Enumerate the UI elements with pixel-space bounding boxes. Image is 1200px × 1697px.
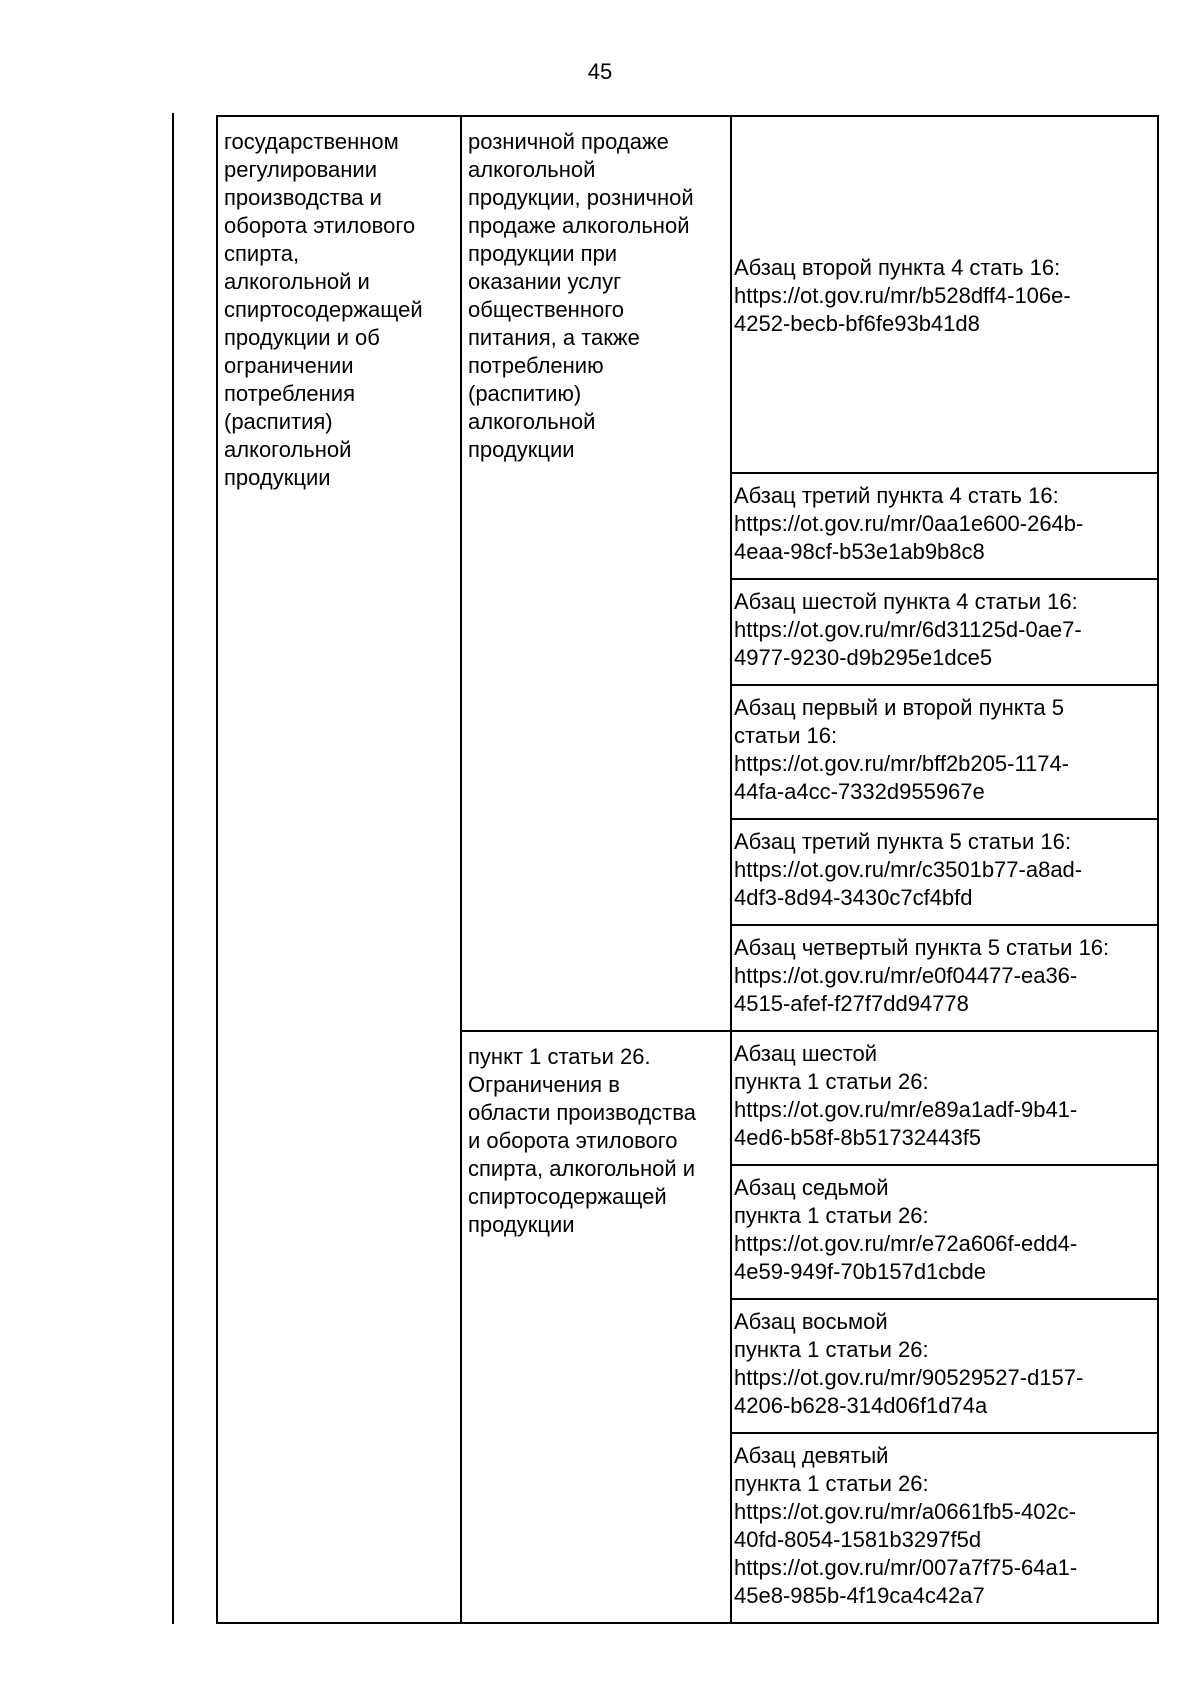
text-line: Абзац четвертый пункта 5 статьи 16: bbox=[734, 935, 1110, 960]
text-line: 40fd-8054-1581b3297f5d bbox=[734, 1527, 982, 1552]
text-line: https://ot.gov.ru/mr/bff2b205-1174- bbox=[734, 751, 1070, 776]
text-line: государственном bbox=[224, 129, 399, 154]
text-line: (распития) bbox=[224, 409, 333, 434]
text-line: и оборота этилового bbox=[468, 1128, 678, 1153]
text-line: алкогольной bbox=[468, 157, 596, 182]
text-line: общественного bbox=[468, 297, 624, 322]
text-line: https://ot.gov.ru/mr/b528dff4-106e- bbox=[734, 282, 1071, 308]
text-line: Абзац восьмой bbox=[734, 1309, 888, 1334]
text-line: https://ot.gov.ru/mr/0aa1e600-264b- bbox=[734, 511, 1084, 536]
table-cell-reference bbox=[731, 1299, 1158, 1433]
table-cell-reference bbox=[731, 579, 1158, 685]
text-line: пункта 1 статьи 26: bbox=[734, 1069, 929, 1094]
table-cell-reference bbox=[731, 819, 1158, 925]
text-line: Абзац второй пункта 4 стать 16: bbox=[734, 254, 1061, 280]
text-line: https://ot.gov.ru/mr/c3501b77-a8ad- bbox=[734, 857, 1083, 882]
text-line: оборота этилового bbox=[224, 213, 416, 238]
requirements-table bbox=[216, 115, 1159, 1624]
table-cell-reference bbox=[731, 1031, 1158, 1165]
text-line: оказании услуг bbox=[468, 269, 622, 294]
table-cell-section-article26 bbox=[461, 1031, 731, 1623]
text-line: спирта, алкогольной и bbox=[468, 1156, 696, 1181]
text-line: https://ot.gov.ru/mr/a0661fb5-402c- bbox=[734, 1499, 1076, 1524]
text-line: https://ot.gov.ru/mr/e0f04477-ea36- bbox=[734, 963, 1078, 988]
text-line: Ограничения в bbox=[468, 1072, 620, 1097]
table-cell-reference bbox=[731, 1433, 1158, 1623]
text-line: спиртосодержащей bbox=[224, 297, 423, 322]
text-line: 4515-afef-f27f7dd94778 bbox=[734, 991, 969, 1016]
table-cell-reference bbox=[731, 925, 1158, 1031]
text-line: статьи 16: bbox=[734, 723, 838, 748]
table-cell-reference bbox=[731, 1165, 1158, 1299]
text-line: продукции при bbox=[468, 241, 618, 266]
text-line: продукции, розничной bbox=[468, 185, 694, 210]
text-line: 4252-becb-bf6fe93b41d8 bbox=[734, 310, 980, 336]
text-line: пункта 1 статьи 26: bbox=[734, 1203, 929, 1228]
table-cell-section-retail bbox=[461, 116, 731, 1031]
text-line: https://ot.gov.ru/mr/e72a606f-edd4- bbox=[734, 1231, 1078, 1256]
text-line: 4df3-8d94-3430c7cf4bfd bbox=[734, 885, 973, 910]
text-line: 4977-9230-d9b295e1dce5 bbox=[734, 645, 993, 670]
text-line: Абзац седьмой bbox=[734, 1175, 889, 1200]
text-line: производства и bbox=[224, 185, 382, 210]
text-line: 4eaa-98cf-b53e1ab9b8c8 bbox=[734, 539, 985, 564]
text-line: Абзац девятый bbox=[734, 1443, 889, 1468]
text-line: спирта, bbox=[224, 241, 300, 266]
text-line: пункт 1 статьи 26. bbox=[468, 1044, 651, 1069]
text-line: продукции и об bbox=[224, 325, 380, 350]
text-line: Абзац третий пункта 4 стать 16: bbox=[734, 483, 1059, 508]
text-line: ограничении bbox=[224, 353, 354, 378]
text-line: 44fa-a4cc-7332d955967e bbox=[734, 779, 985, 804]
text-line: алкогольной bbox=[224, 437, 352, 462]
text-line: продукции bbox=[468, 1212, 575, 1237]
margin-rule bbox=[172, 113, 174, 1624]
text-line: потреблению bbox=[468, 353, 604, 378]
text-line: спиртосодержащей bbox=[468, 1184, 667, 1209]
text-line: пункта 1 статьи 26: bbox=[734, 1337, 929, 1362]
text-line: Абзац шестой bbox=[734, 1041, 878, 1066]
text-line: Абзац первый и второй пункта 5 bbox=[734, 695, 1064, 720]
text-line: розничной продаже bbox=[468, 129, 669, 154]
page-number: 45 bbox=[587, 59, 613, 84]
text-line: (распитию) bbox=[468, 381, 582, 406]
text-line: https://ot.gov.ru/mr/6d31125d-0ae7- bbox=[734, 617, 1082, 642]
text-line: 4e59-949f-70b157d1cbde bbox=[734, 1259, 987, 1284]
text-line: продукции bbox=[224, 465, 331, 490]
text-line: 45e8-985b-4f19ca4c42a7 bbox=[734, 1583, 985, 1608]
text-line: https://ot.gov.ru/mr/e89a1adf-9b41- bbox=[734, 1097, 1078, 1122]
text-line: потребления bbox=[224, 381, 356, 406]
table-cell-reference bbox=[731, 685, 1158, 819]
text-line: Абзац третий пункта 5 статьи 16: bbox=[734, 829, 1071, 854]
table-cell-reference bbox=[731, 116, 1158, 473]
text-line: питания, а также bbox=[468, 325, 640, 350]
text-line: области производства bbox=[468, 1100, 696, 1125]
text-line: 4ed6-b58f-8b51732443f5 bbox=[734, 1125, 982, 1150]
text-line: алкогольной bbox=[468, 409, 596, 434]
text-line: алкогольной и bbox=[224, 269, 370, 294]
text-line: продаже алкогольной bbox=[468, 213, 690, 238]
text-line: https://ot.gov.ru/mr/007a7f75-64a1- bbox=[734, 1555, 1078, 1580]
table-cell-subject bbox=[217, 116, 461, 1623]
text-line: пункта 1 статьи 26: bbox=[734, 1471, 929, 1496]
table-cell-reference bbox=[731, 473, 1158, 579]
text-line: 4206-b628-314d06f1d74a bbox=[734, 1393, 988, 1418]
text-line: Абзац шестой пункта 4 статьи 16: bbox=[734, 589, 1078, 614]
text-line: продукции bbox=[468, 437, 575, 462]
text-line: https://ot.gov.ru/mr/90529527-d157- bbox=[734, 1365, 1084, 1390]
text-line: регулировании bbox=[224, 157, 378, 182]
